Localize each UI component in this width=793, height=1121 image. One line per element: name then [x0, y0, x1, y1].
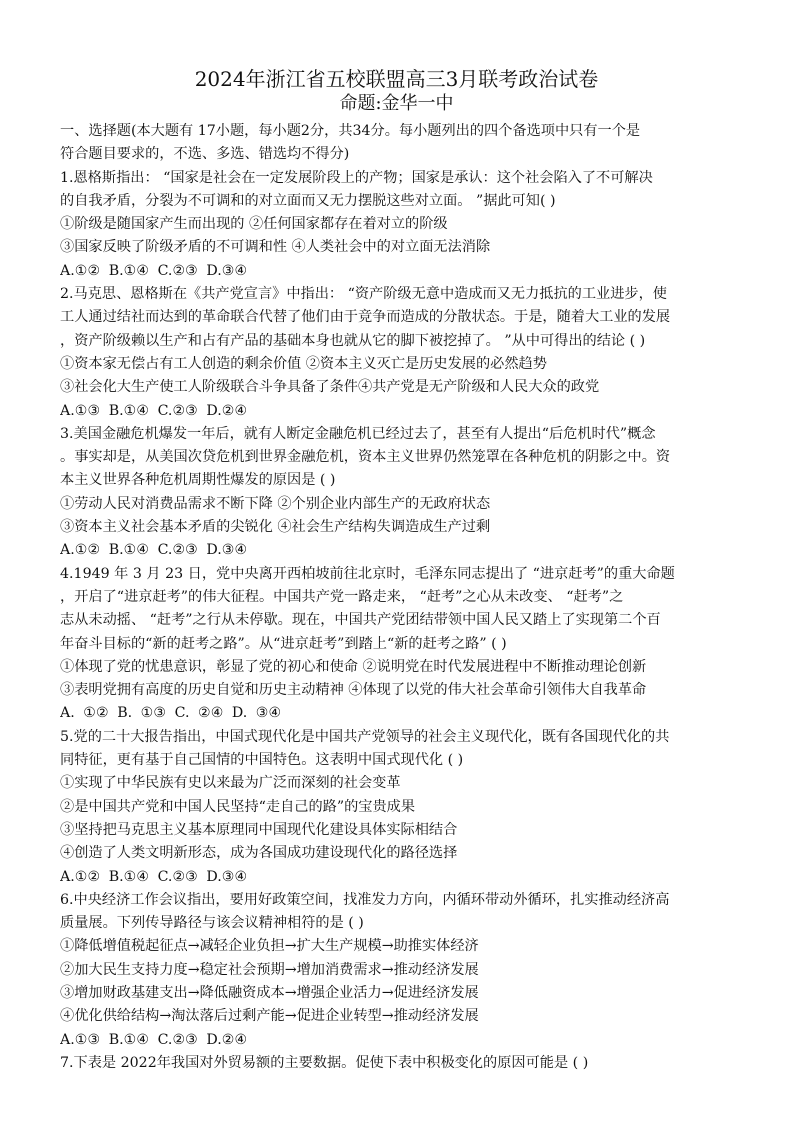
- question-2-line: ①资本家无偿占有工人创造的剩余价值 ②资本主义灭亡是历史发展的必然趋势: [60, 355, 547, 372]
- question-3-line: ③资本主义社会基本矛盾的尖锐化 ④社会生产结构失调造成生产过剩: [60, 519, 491, 536]
- question-5-line: ④创造了人类文明新形态，成为各国成功建设现代化的路径选择: [60, 845, 458, 862]
- question-5-options: A.①② B.①④ C.②③ D.③④: [60, 868, 248, 885]
- question-6-options: A.①③ B.①④ C.②③ D.②④: [60, 1031, 248, 1048]
- question-1-line: ①阶级是随国家产生而出现的 ②任何国家都存在着对立的阶级: [60, 216, 448, 233]
- question-3-line: 。事实却是，从美国次贷危机到世界金融危机，资本主义世界仍然笼罩在各种危机的阴影之中。资: [60, 449, 671, 466]
- question-2-line: ③社会化大生产使工人阶级联合斗争具备了条件④共产党是无产阶级和人民大众的政党: [60, 379, 600, 396]
- question-1-line: 1.恩格斯指出： “国家是社会在一定发展阶段上的产物；国家是承认：这个社会陷入了不可解决: [60, 169, 653, 186]
- question-6-line: ④优化供给结构→淘汰落后过剩产能→促进企业转型→推动经济发展: [60, 1008, 479, 1025]
- question-6-line: 6.中央经济工作会议指出，要用好政策空间，找准发力方向，内循环带动外循环，扎实推动经济高: [60, 891, 670, 908]
- question-6-line: ①降低增值税起征点→减轻企业负担→扩大生产规模→助推实体经济: [60, 938, 479, 955]
- question-3-line: ①劳动人民对消费品需求不断下降 ②个别企业内部生产的无政府状态: [60, 495, 491, 512]
- question-7-line: 7.下表是 2022年我国对外贸易额的主要数据。促使下表中积极变化的原因可能是 ( ): [60, 1054, 589, 1071]
- question-5-line: ①实现了中华民族有史以来最为广泛而深刻的社会变革: [60, 775, 401, 792]
- question-3-options: A.①② B.①④ C.②③ D.③④: [60, 542, 248, 559]
- question-3-line: 本主义世界各种危机周期性爆发的原因是 ( ): [60, 472, 336, 489]
- question-4-line: ③表明党拥有高度的历史自觉和历史主动精神 ④体现了以党的伟大社会革命引领伟大自我革命: [60, 682, 647, 699]
- exam-subtitle: 命题:金华一中: [339, 93, 454, 114]
- question-6-line: 质量展。下列传导路径与该会议精神相符的是 ( ): [60, 915, 364, 932]
- question-2-line: 工人通过结社而达到的革命联合代替了他们由于竞争而造成的分散状态。于是，随着大工业的发展: [60, 309, 671, 326]
- question-5-line: ③坚持把马克思主义基本原理同中国现代化建设具体实际相结合: [60, 821, 458, 838]
- question-6-line: ③增加财政基建支出→降低融资成本→增强企业活力→促进经济发展: [60, 984, 479, 1001]
- question-4-line: 4.1949 年 3 月 23 日，党中央离开西柏坡前往北京时，毛泽东同志提出了 “进京赶考”的重大命题: [60, 565, 675, 582]
- question-4-line: 志从未动摇、 “赶考”之行从未停歇。现在，中国共产党团结带领中国人民又踏上了实现第二个百: [60, 612, 661, 629]
- question-1-line: ③国家反映了阶级矛盾的不可调和性 ④人类社会中的对立面无法消除: [60, 239, 491, 256]
- question-1-options: A.①② B.①④ C.②③ D.③④: [60, 262, 248, 279]
- question-5-line: 5.党的二十大报告指出，中国式现代化是中国共产党领导的社会主义现代化，既有各国现代化的共: [60, 728, 670, 745]
- question-2-line: ，资产阶级赖以生产和占有产品的基础本身也就从它的脚下被挖掉了。 ”从中可得出的结论 ( ): [60, 332, 646, 349]
- question-6-line: ②加大民生支持力度→稳定社会预期→增加消费需求→推动经济发展: [60, 961, 479, 978]
- question-2-options: A.①③ B.①④ C.②③ D.②④: [60, 402, 248, 419]
- exam-body: [60, 120, 736, 1075]
- exam-title: 2024年浙江省五校联盟高三3月联考政治试卷: [194, 67, 599, 91]
- question-4-line: 年奋斗目标的“新的赶考之路”。从“进京赶考”到踏上“新的赶考之路” ( ): [60, 635, 507, 652]
- question-1-line: 的自我矛盾，分裂为不可调和的对立面而又无力摆脱这些对立面。 ”据此可知( ): [60, 192, 556, 209]
- question-4-line: ①体现了党的忧患意识，彰显了党的初心和使命 ②说明党在时代发展进程中不断推动理论创新: [60, 658, 647, 675]
- section-heading-cont: 符合题目要求的，不选、多选、错选均不得分): [60, 146, 350, 163]
- question-3-line: 3.美国金融危机爆发一年后，就有人断定金融危机已经过去了，甚至有人提出“后危机时代”概念: [60, 425, 656, 442]
- question-5-line: 同特征，更有基于自己国情的中国特色。这表明中国式现代化 ( ): [60, 752, 464, 769]
- question-2-line: 2.马克思、恩格斯在《共产党宣言》中指出： “资产阶级无意中造成而又无力抵抗的工业进步，使: [60, 286, 667, 303]
- question-5-line: ②是中国共产党和中国人民坚持“走自己的路”的宝贵成果: [60, 798, 416, 815]
- question-4-options: A. ①② B. ①③ C. ②④ D. ③④: [60, 705, 282, 722]
- section-heading: 一、选择题(本大题有 17小题，每小题2分，共34分。每小题列出的四个备选项中只有一个是: [60, 123, 641, 139]
- question-4-line: ，开启了“进京赶考”的伟大征程。中国共产党一路走来， “赶考”之心从未改变、 “赶考”之: [60, 588, 624, 605]
